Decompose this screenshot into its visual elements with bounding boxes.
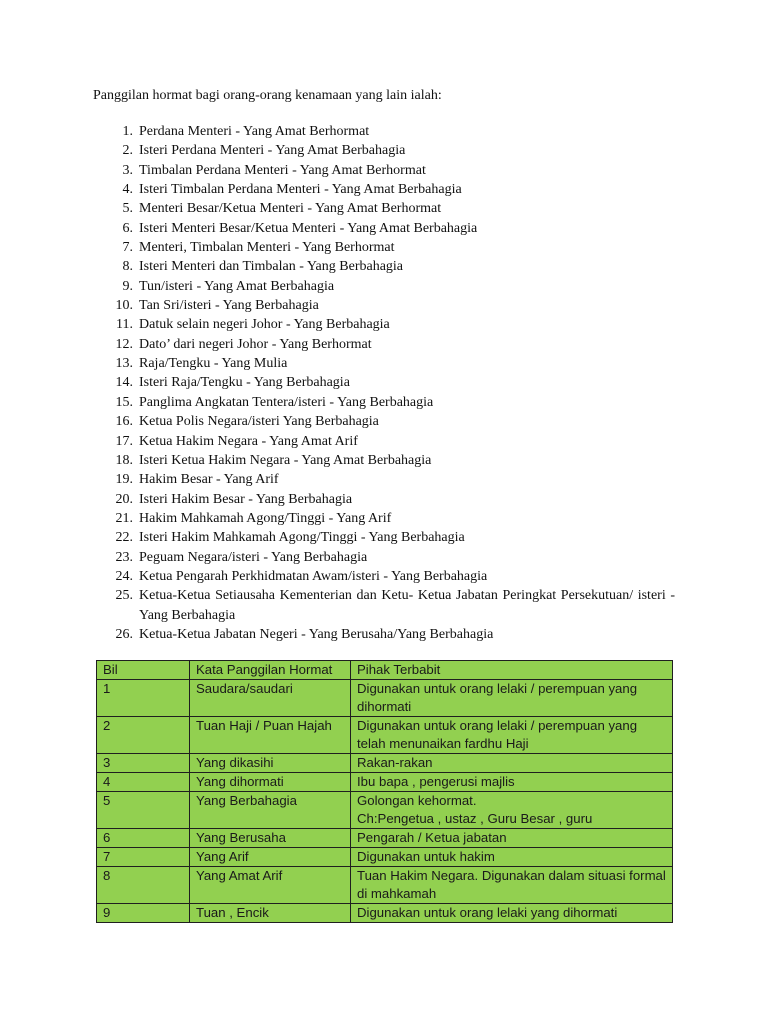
list-number: 9. [122, 278, 133, 294]
list-text: Tan Sri/isteri - Yang Berbahagia [139, 298, 319, 314]
list-text: Hakim Besar - Yang Arif [139, 472, 279, 488]
table-row [97, 754, 673, 773]
list-text: Raja/Tengku - Yang Mulia [139, 356, 288, 372]
list-text: Panglima Angkatan Tentera/isteri - Yang Berbahagia [139, 394, 434, 410]
table-row [97, 848, 673, 867]
list-number: 23. [115, 549, 133, 565]
list-number: 15. [115, 394, 133, 410]
list-item [93, 412, 675, 431]
list-text: Isteri Raja/Tengku - Yang Berbahagia [139, 375, 350, 391]
list-item [93, 586, 675, 625]
list-number: 3. [122, 162, 133, 178]
cell-pihak: Digunakan untuk orang lelaki / perempuan yang telah menunaikan fardhu Haji [351, 717, 673, 754]
list-number: 5. [122, 201, 133, 217]
honorific-list [93, 122, 675, 644]
list-item [93, 354, 675, 373]
list-number: 21. [115, 510, 133, 526]
list-text: Timbalan Perdana Menteri - Yang Amat Berhormat [139, 162, 426, 178]
cell-panggilan: Tuan Haji / Puan Hajah [190, 717, 351, 754]
table-row [97, 773, 673, 792]
list-number: 26. [115, 626, 133, 642]
list-number: 11. [116, 317, 133, 333]
list-text: Ketua-Ketua Jabatan Negeri - Yang Berusaha/Yang Berbahagia [139, 626, 494, 642]
table-row [97, 792, 673, 829]
list-text: Hakim Mahkamah Agong/Tinggi - Yang Arif [139, 510, 392, 526]
list-item [93, 373, 675, 392]
list-number: 18. [115, 452, 133, 468]
cell-bil: 1 [97, 680, 190, 717]
list-text: Isteri Menteri Besar/Ketua Menteri - Yang Amat Berbahagia [139, 220, 478, 236]
cell-panggilan: Tuan , Encik [190, 904, 351, 923]
cell-panggilan: Yang Berusaha [190, 829, 351, 848]
list-item [93, 219, 675, 238]
list-item [93, 122, 675, 141]
list-item [93, 470, 675, 489]
cell-panggilan: Yang Amat Arif [190, 867, 351, 904]
list-item [93, 296, 675, 315]
list-text: Isteri Hakim Besar - Yang Berbahagia [139, 491, 353, 507]
list-text: Isteri Perdana Menteri - Yang Amat Berbahagia [139, 143, 406, 159]
list-number: 8. [122, 259, 133, 275]
cell-bil: 3 [97, 754, 190, 773]
list-number: 22. [115, 530, 133, 546]
honorific-table [96, 660, 673, 923]
cell-bil: 8 [97, 867, 190, 904]
list-text: Ketua Pengarah Perkhidmatan Awam/isteri - Yang Berbahagia [139, 568, 488, 584]
cell-bil: 2 [97, 717, 190, 754]
list-item [93, 315, 675, 334]
list-number: 13. [115, 356, 133, 372]
list-number: 25. [115, 588, 133, 604]
header-bil: Bil [97, 661, 190, 680]
cell-pihak-line1: Golongan kehormat. [357, 793, 477, 808]
cell-panggilan: Yang dihormati [190, 773, 351, 792]
header-pihak-terbabit: Pihak Terbabit [351, 661, 673, 680]
list-number: 24. [115, 568, 133, 584]
cell-bil: 6 [97, 829, 190, 848]
list-item [93, 528, 675, 547]
cell-pihak: Rakan-rakan [351, 754, 673, 773]
list-number: 2. [122, 143, 133, 159]
cell-panggilan: Saudara/saudari [190, 680, 351, 717]
cell-pihak: Digunakan untuk orang lelaki / perempuan yang dihormati [351, 680, 673, 717]
table-header-row [97, 661, 673, 680]
cell-bil: 9 [97, 904, 190, 923]
list-text: Isteri Menteri dan Timbalan - Yang Berbahagia [139, 259, 404, 275]
list-item [93, 432, 675, 451]
list-number: 4. [122, 182, 133, 198]
list-text: Peguam Negara/isteri - Yang Berbahagia [139, 549, 368, 565]
list-item [93, 335, 675, 354]
list-number: 7. [122, 240, 133, 256]
list-item [93, 625, 675, 644]
list-text: Ketua Hakim Negara - Yang Amat Arif [139, 433, 358, 449]
table-row [97, 829, 673, 848]
list-item [93, 490, 675, 509]
list-text: Ketua Polis Negara/isteri Yang Berbahagia [139, 414, 379, 430]
list-number: 10. [115, 298, 133, 314]
intro-paragraph: Panggilan hormat bagi orang-orang kenamaan yang lain ialah: [93, 88, 442, 103]
cell-pihak: Ibu bapa , pengerusi majlis [351, 773, 673, 792]
list-text: Datuk selain negeri Johor - Yang Berbahagia [139, 317, 390, 333]
header-kata-panggilan: Kata Panggilan Hormat [190, 661, 351, 680]
list-number: 16. [115, 414, 133, 430]
list-text: Perdana Menteri - Yang Amat Berhormat [139, 124, 370, 139]
list-text: Ketua-Ketua Setiausaha Kementerian dan Ketu- Ketua Jabatan Peringkat Persekutuan/ isteri - Yang Berbahagia [139, 588, 675, 623]
list-text: Dato’ dari negeri Johor - Yang Berhormat [139, 336, 372, 352]
table-row [97, 717, 673, 754]
list-text: Isteri Ketua Hakim Negara - Yang Amat Berbahagia [139, 452, 432, 468]
list-item [93, 567, 675, 586]
list-number: 19. [115, 472, 133, 488]
cell-panggilan: Yang Berbahagia [190, 792, 351, 829]
cell-panggilan: Yang Arif [190, 848, 351, 867]
cell-bil: 4 [97, 773, 190, 792]
list-item [93, 509, 675, 528]
list-number: 12. [115, 336, 133, 352]
cell-pihak-example: Ch:Pengetua , ustaz , Guru Besar , guru [357, 811, 593, 826]
cell-pihak: Digunakan untuk hakim [351, 848, 673, 867]
list-number: 6. [122, 220, 133, 236]
list-item [93, 180, 675, 199]
list-text: Isteri Timbalan Perdana Menteri - Yang Amat Berbahagia [139, 182, 462, 198]
cell-pihak [351, 792, 673, 829]
cell-pihak: Tuan Hakim Negara. Digunakan dalam situasi formal di mahkamah [351, 867, 673, 904]
list-item [93, 277, 675, 296]
list-item [93, 238, 675, 257]
list-item [93, 451, 675, 470]
list-item [93, 393, 675, 412]
cell-bil: 5 [97, 792, 190, 829]
list-text: Menteri, Timbalan Menteri - Yang Berhormat [139, 240, 395, 256]
cell-panggilan: Yang dikasihi [190, 754, 351, 773]
list-item [93, 199, 675, 218]
list-item [93, 257, 675, 276]
cell-bil: 7 [97, 848, 190, 867]
list-text: Menteri Besar/Ketua Menteri - Yang Amat Berhormat [139, 201, 442, 217]
list-number: 20. [115, 491, 133, 507]
cell-pihak: Pengarah / Ketua jabatan [351, 829, 673, 848]
list-item [93, 141, 675, 160]
table-row [97, 904, 673, 923]
list-text: Tun/isteri - Yang Amat Berbahagia [139, 278, 335, 294]
list-number: 14. [115, 375, 133, 391]
list-number: 17. [115, 433, 133, 449]
table-row [97, 680, 673, 717]
table-row [97, 867, 673, 904]
list-item [93, 548, 675, 567]
list-item [93, 161, 675, 180]
cell-pihak: Digunakan untuk orang lelaki yang dihormati [351, 904, 673, 923]
list-number: 1. [122, 124, 133, 139]
list-text: Isteri Hakim Mahkamah Agong/Tinggi - Yang Berbahagia [139, 530, 465, 546]
